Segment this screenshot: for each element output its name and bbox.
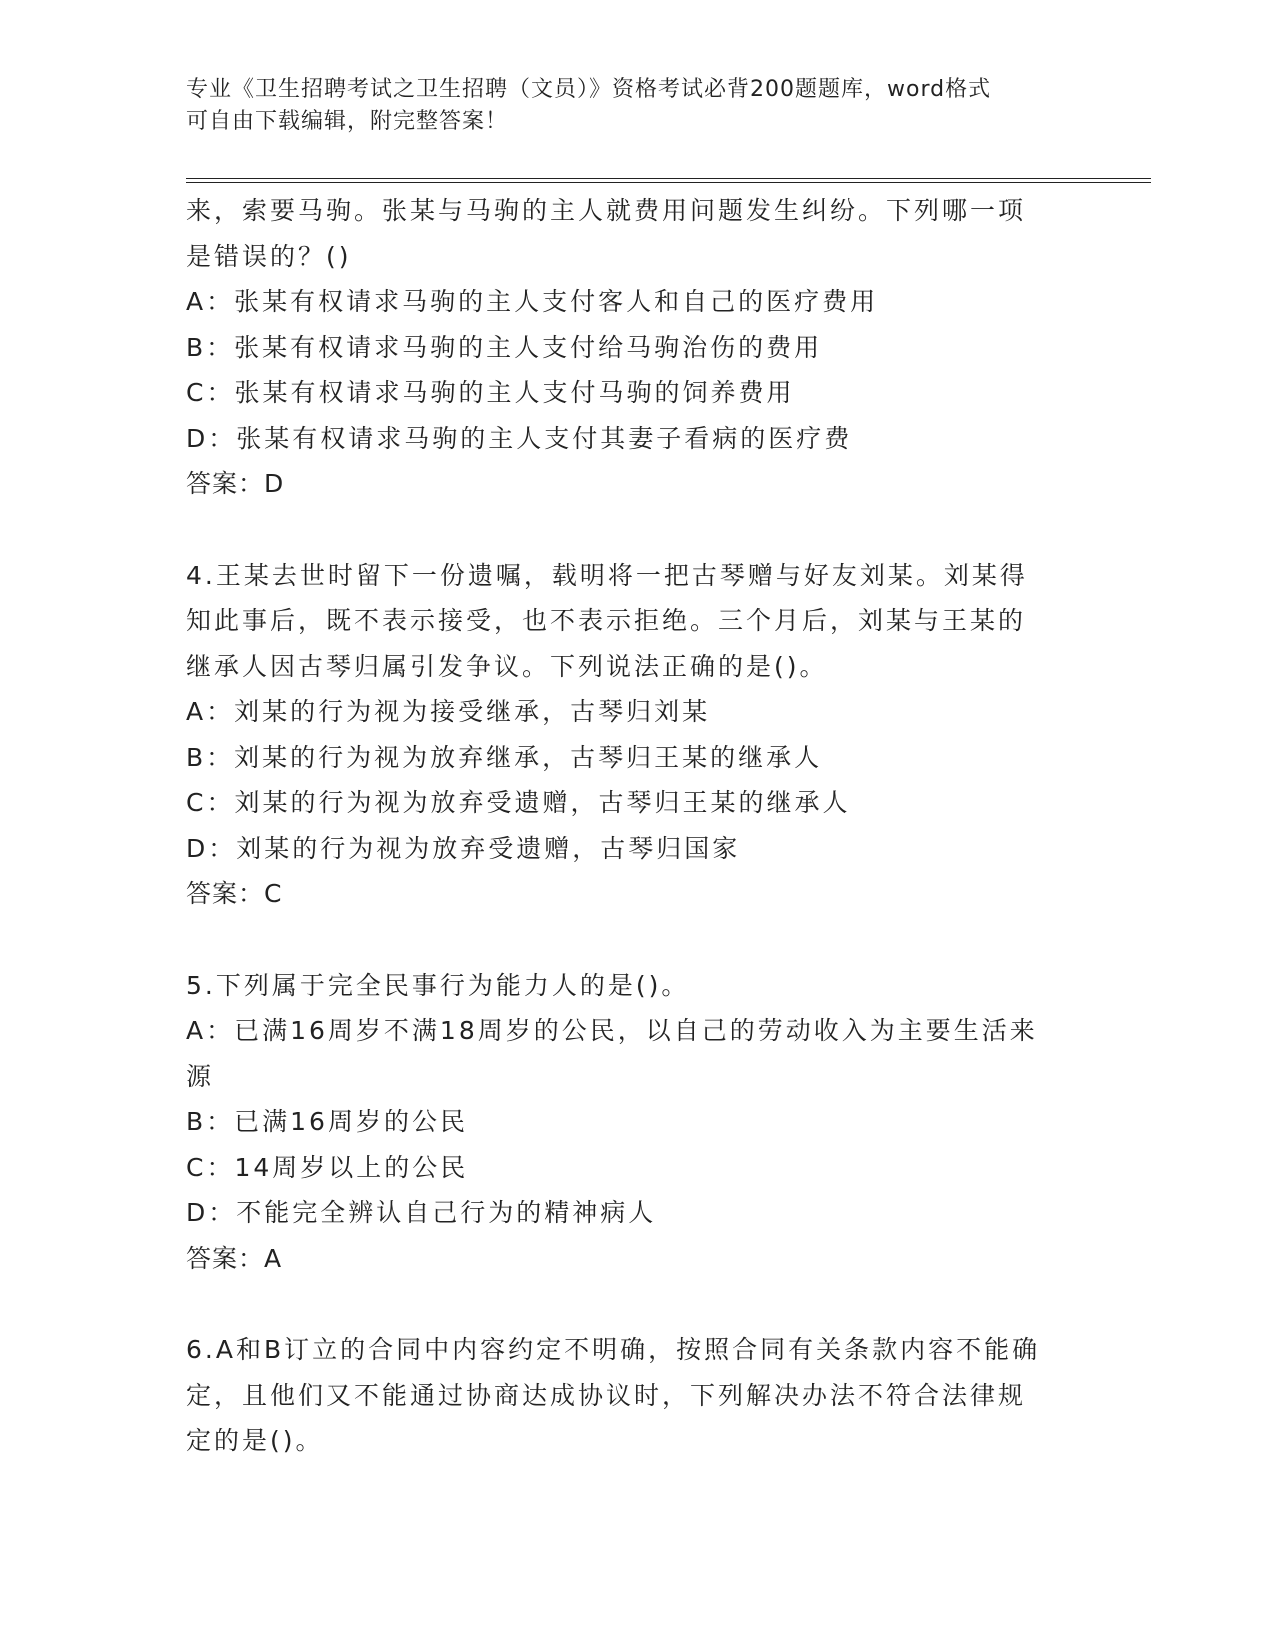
question-6 <box>186 1327 1086 1464</box>
question-stem-line: 知此事后，既不表示接受，也不表示拒绝。三个月后，刘某与王某的 <box>186 606 1027 635</box>
option-c: C：刘某的行为视为放弃受遗赠，古琴归王某的继承人 <box>186 788 851 817</box>
answer-line: 答案：D <box>186 469 285 498</box>
question-list <box>186 188 1086 1464</box>
header-divider-top <box>186 178 1151 179</box>
document-header <box>186 74 1086 138</box>
question-stem-line: 来，索要马驹。张某与马驹的主人就费用问题发生纠纷。下列哪一项 <box>186 196 1027 225</box>
question-stem-line: 5.下列属于完全民事行为能力人的是()。 <box>186 970 690 1000</box>
option-a: A：张某有权请求马驹的主人支付客人和自己的医疗费用 <box>186 287 879 316</box>
question-stem-line: 定的是()。 <box>186 1426 324 1455</box>
option-c: C：张某有权请求马驹的主人支付马驹的饲养费用 <box>186 378 795 407</box>
question-5 <box>186 963 1086 1282</box>
header-line-2: 可自由下载编辑，附完整答案！ <box>186 109 509 134</box>
option-a-continued: 源 <box>186 1061 215 1091</box>
question-4 <box>186 553 1086 917</box>
question-3 <box>186 188 1086 507</box>
question-stem-line: 是错误的？() <box>186 241 352 271</box>
question-stem-line: 继承人因古琴归属引发争议。下列说法正确的是()。 <box>186 651 828 681</box>
option-c: C：14周岁以上的公民 <box>186 1152 469 1182</box>
option-a: A：刘某的行为视为接受继承，古琴归刘某 <box>186 697 711 726</box>
header-line-1: 专业《卫生招聘考试之卫生招聘（文员）》资格考试必背200题题库，word格式 <box>186 77 992 102</box>
option-b: B：张某有权请求马驹的主人支付给马驹治伤的费用 <box>186 332 823 362</box>
question-spacer <box>186 917 1086 963</box>
option-d: D：不能完全辨认自己行为的精神病人 <box>186 1198 657 1227</box>
question-stem-line: 4.王某去世时留下一份遗嘱，载明将一把古琴赠与好友刘某。刘某得 <box>186 560 1028 590</box>
question-spacer <box>186 1281 1086 1327</box>
answer-line: 答案：A <box>186 1243 283 1273</box>
question-spacer <box>186 507 1086 553</box>
option-b: B：已满16周岁的公民 <box>186 1107 468 1136</box>
answer-line: 答案：C <box>186 879 283 908</box>
header-divider-bottom <box>186 182 1151 183</box>
option-b: B：刘某的行为视为放弃继承，古琴归王某的继承人 <box>186 742 823 772</box>
option-d: D：张某有权请求马驹的主人支付其妻子看病的医疗费 <box>186 423 853 453</box>
question-stem-line: 6.A和B订立的合同中内容约定不明确，按照合同有关条款内容不能确 <box>186 1335 1041 1364</box>
option-a: A：已满16周岁不满18周岁的公民，以自己的劳动收入为主要生活来 <box>186 1016 1038 1045</box>
question-stem-line: 定，且他们又不能通过协商达成协议时，下列解决办法不符合法律规 <box>186 1380 1027 1410</box>
option-d: D：刘某的行为视为放弃受遗赠，古琴归国家 <box>186 833 741 863</box>
